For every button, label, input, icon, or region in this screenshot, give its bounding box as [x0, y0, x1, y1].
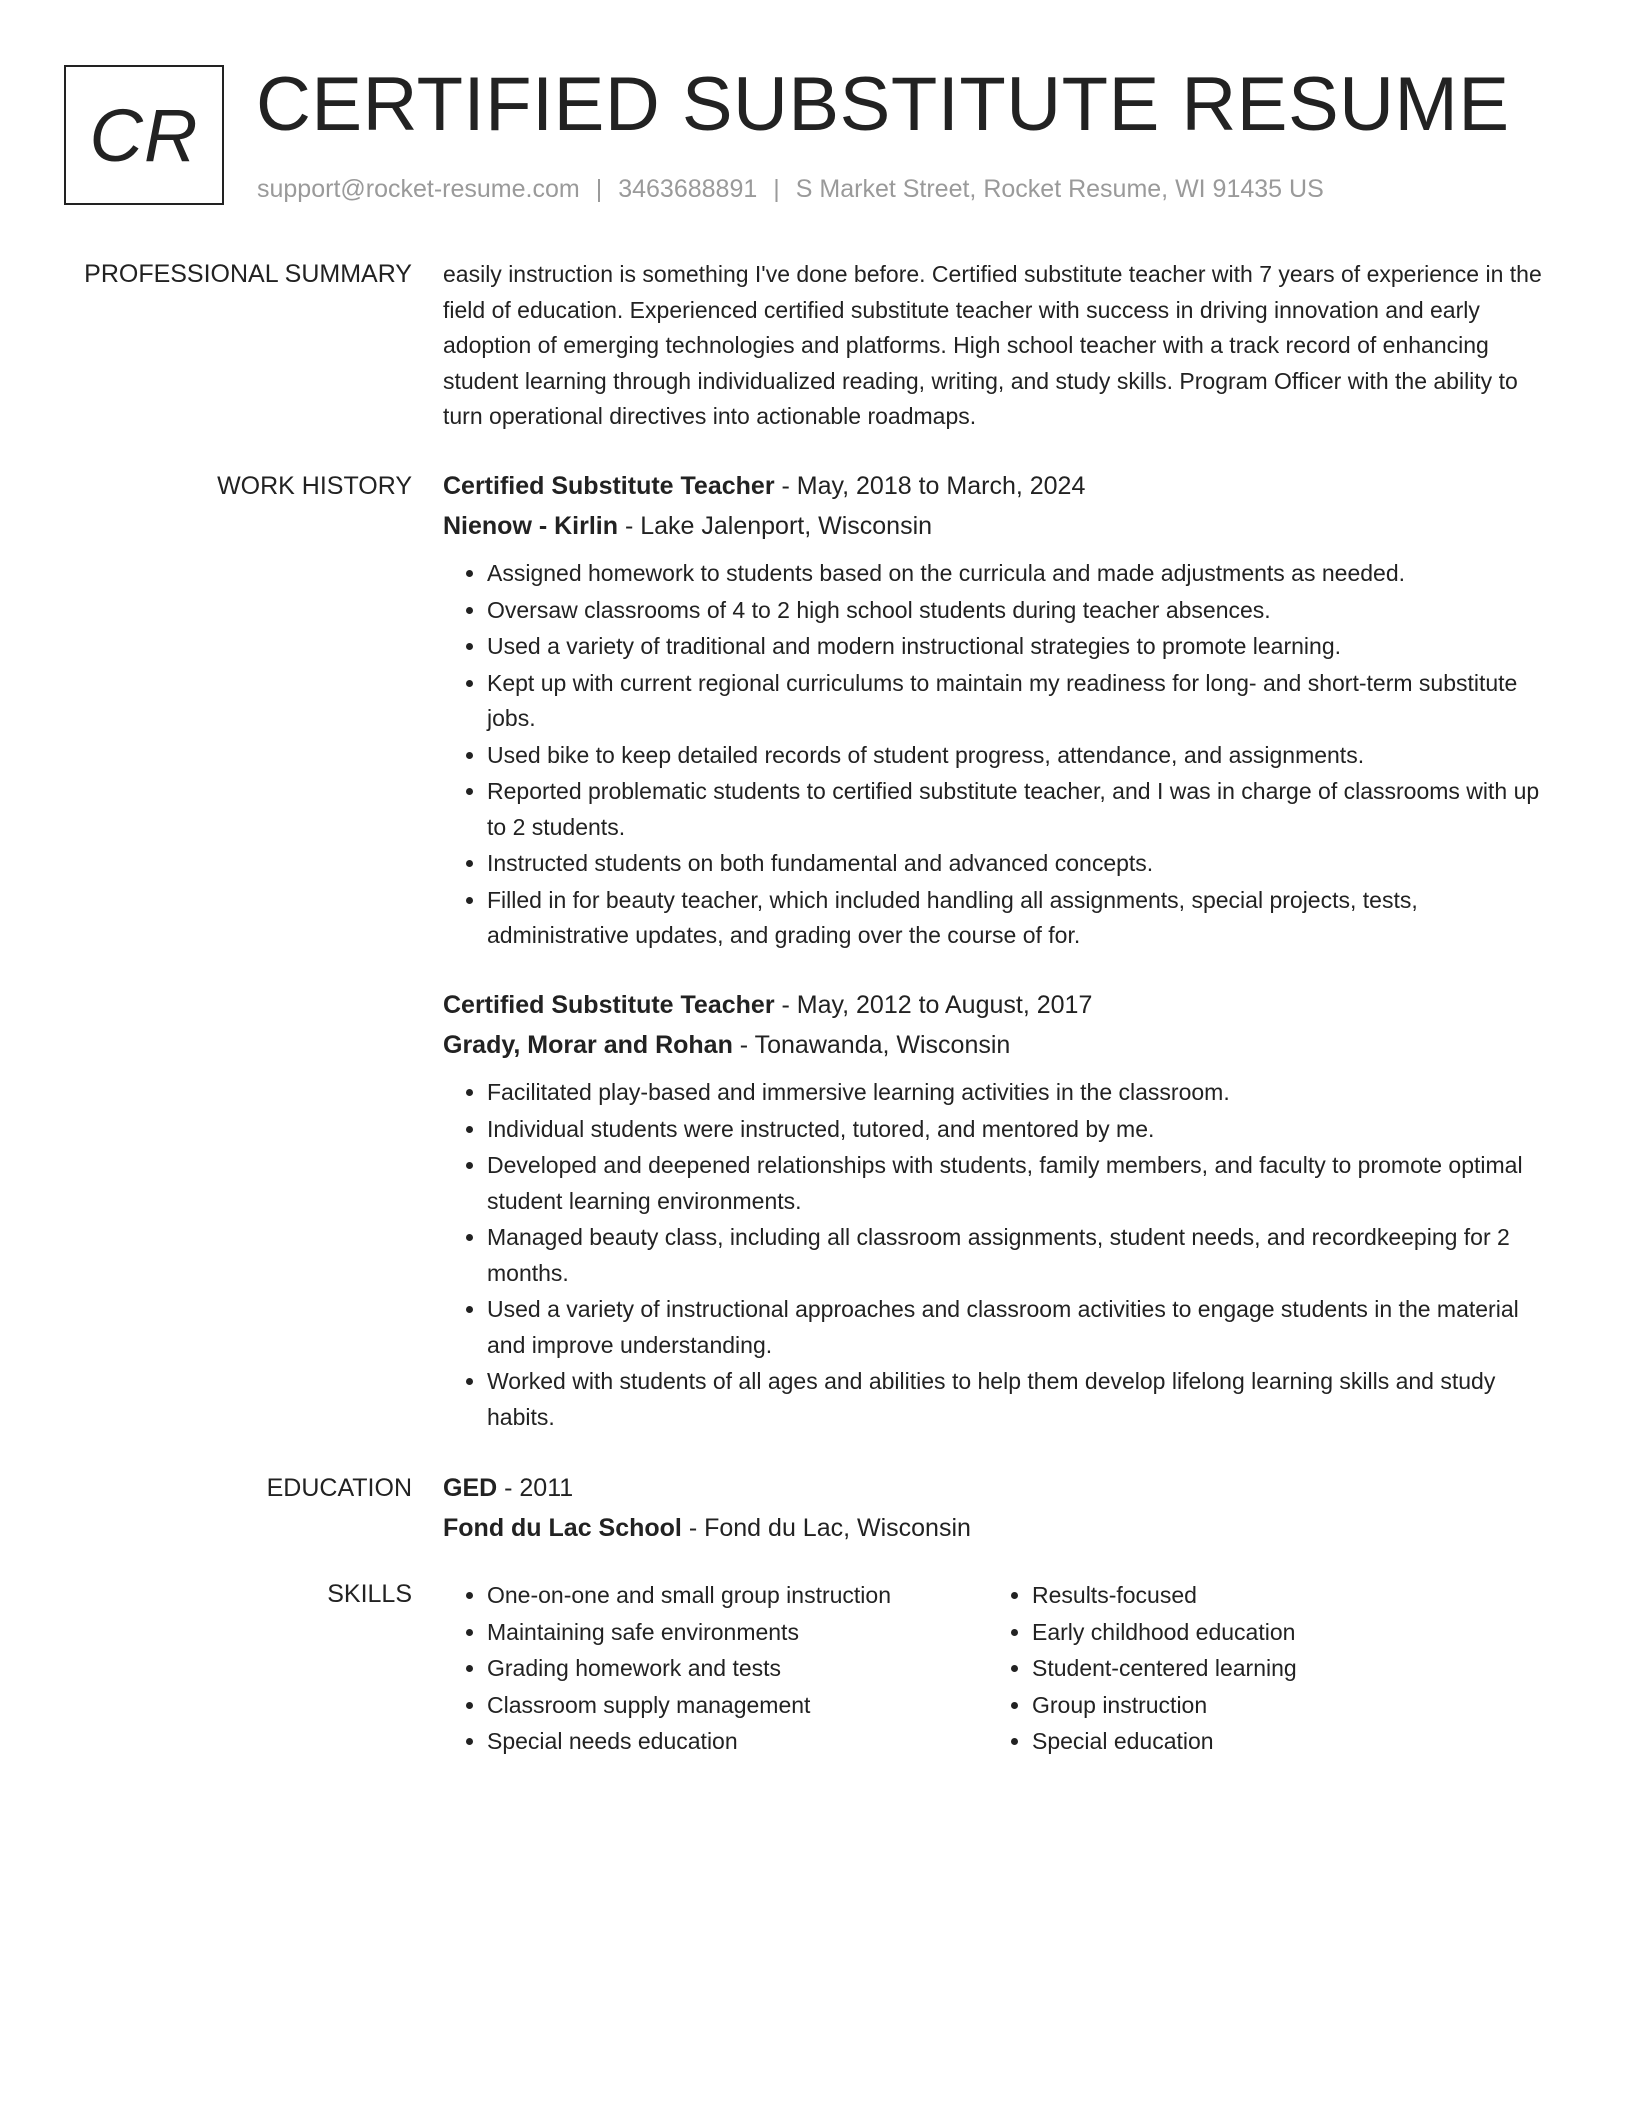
- job-duty-item: • Used a variety of instructional approaches and classroom activities to engage students in the material and improve understanding.: [487, 1292, 1543, 1363]
- job-duty-item: • Developed and deepened relationships with students, family members, and faculty to promote optimal student learning environments.: [487, 1148, 1543, 1219]
- school-line: [443, 1508, 1543, 1548]
- job-location: - Tonawanda, Wisconsin: [732, 1031, 1011, 1059]
- job-duty-item: • Used bike to keep detailed records of student progress, attendance, and assignments.: [487, 738, 1543, 774]
- skill-item: • Grading homework and tests: [487, 1651, 988, 1687]
- contact-phone: 3463688891: [618, 175, 758, 203]
- job-title: Certified Substitute Teacher: [443, 991, 775, 1019]
- job-title: Certified Substitute Teacher: [443, 472, 775, 500]
- monogram-logo: CR: [64, 65, 224, 205]
- skill-item: • One-on-one and small group instruction: [487, 1578, 988, 1614]
- contact-email: support@rocket-resume.com: [257, 175, 580, 203]
- contact-address: S Market Street, Rocket Resume, WI 91435 US: [795, 175, 1324, 203]
- skills-heading: SKILLS: [327, 1580, 412, 1608]
- skill-item: • Results-focused: [1032, 1578, 1533, 1614]
- job-dates: - May, 2012 to August, 2017: [774, 991, 1093, 1019]
- skill-item: • Special education: [1032, 1724, 1533, 1760]
- job-company: Grady, Morar and Rohan: [443, 1031, 733, 1059]
- skill-item: • Special needs education: [487, 1724, 988, 1760]
- degree-line: [443, 1468, 1543, 1508]
- job-duty-item: • Used a variety of traditional and modern instructional strategies to promote learning.: [487, 629, 1543, 665]
- job-duty-item: • Oversaw classrooms of 4 to 2 high school students during teacher absences.: [487, 593, 1543, 629]
- skill-item: • Maintaining safe environments: [487, 1615, 988, 1651]
- skills-list-right: [988, 1578, 1533, 1761]
- job-duty-item: • Instructed students on both fundamental and advanced concepts.: [487, 846, 1543, 882]
- contact-line: [257, 174, 1324, 204]
- summary-heading: PROFESSIONAL SUMMARY: [84, 260, 412, 288]
- job-duties-list: [443, 556, 1543, 954]
- job-title-line: [443, 466, 1543, 506]
- job-duty-item: • Worked with students of all ages and abilities to help them develop lifelong learning skills and study habits.: [487, 1364, 1543, 1435]
- contact-separator: |: [595, 175, 603, 203]
- job-entry: [443, 985, 1543, 1436]
- school-name: Fond du Lac School: [443, 1514, 682, 1542]
- job-duty-item: • Individual students were instructed, tutored, and mentored by me.: [487, 1112, 1543, 1148]
- school-location: - Fond du Lac, Wisconsin: [681, 1514, 971, 1542]
- job-entry: [443, 466, 1543, 955]
- job-duty-item: • Filled in for beauty teacher, which included handling all assignments, special projects, tests, administrative updates, and grading over the course of for.: [487, 883, 1543, 954]
- job-dates: - May, 2018 to March, 2024: [774, 472, 1086, 500]
- skill-item: • Early childhood education: [1032, 1615, 1533, 1651]
- job-duty-item: • Assigned homework to students based on the curricula and made adjustments as needed.: [487, 556, 1543, 592]
- job-duty-item: • Reported problematic students to certified substitute teacher, and I was in charge of classrooms with up to 2 students.: [487, 774, 1543, 845]
- job-location: - Lake Jalenport, Wisconsin: [618, 512, 933, 540]
- work-history-heading: WORK HISTORY: [217, 472, 412, 500]
- skill-item: • Group instruction: [1032, 1688, 1533, 1724]
- job-duties-list: [443, 1075, 1543, 1435]
- skill-item: • Student-centered learning: [1032, 1651, 1533, 1687]
- page-title: CERTIFIED SUBSTITUTE RESUME: [256, 62, 1510, 147]
- job-duty-item: • Facilitated play-based and immersive learning activities in the classroom.: [487, 1075, 1543, 1111]
- job-duty-item: • Kept up with current regional curriculums to maintain my readiness for long- and short-term substitute jobs.: [487, 666, 1543, 737]
- contact-separator: |: [773, 175, 780, 203]
- job-title-line: [443, 985, 1543, 1025]
- job-duty-item: • Managed beauty class, including all classroom assignments, student needs, and recordkeeping for 2 months.: [487, 1220, 1543, 1291]
- degree: GED: [443, 1474, 498, 1502]
- skill-item: • Classroom supply management: [487, 1688, 988, 1724]
- education-entry: [443, 1468, 1543, 1548]
- skills-list-left: [443, 1578, 988, 1761]
- education-heading: EDUCATION: [266, 1474, 412, 1502]
- summary-text: easily instruction is something I've done before. Certified substitute teacher with 7 years of experience in the field of education. Experienced certified substitute teacher with success in driving innovation and early adoption of emerging technologies and platforms. High school teacher with a track record of enhancing student learning through individualized reading, writing, and study skills. Program Officer with the ability to turn operational directives into actionable roadmaps.: [443, 261, 1542, 429]
- graduation-year: - 2011: [497, 1474, 574, 1502]
- job-company: Nienow - Kirlin: [443, 512, 618, 540]
- job-company-line: [443, 506, 1543, 546]
- job-company-line: [443, 1025, 1543, 1065]
- skills-section: [443, 1578, 1543, 1761]
